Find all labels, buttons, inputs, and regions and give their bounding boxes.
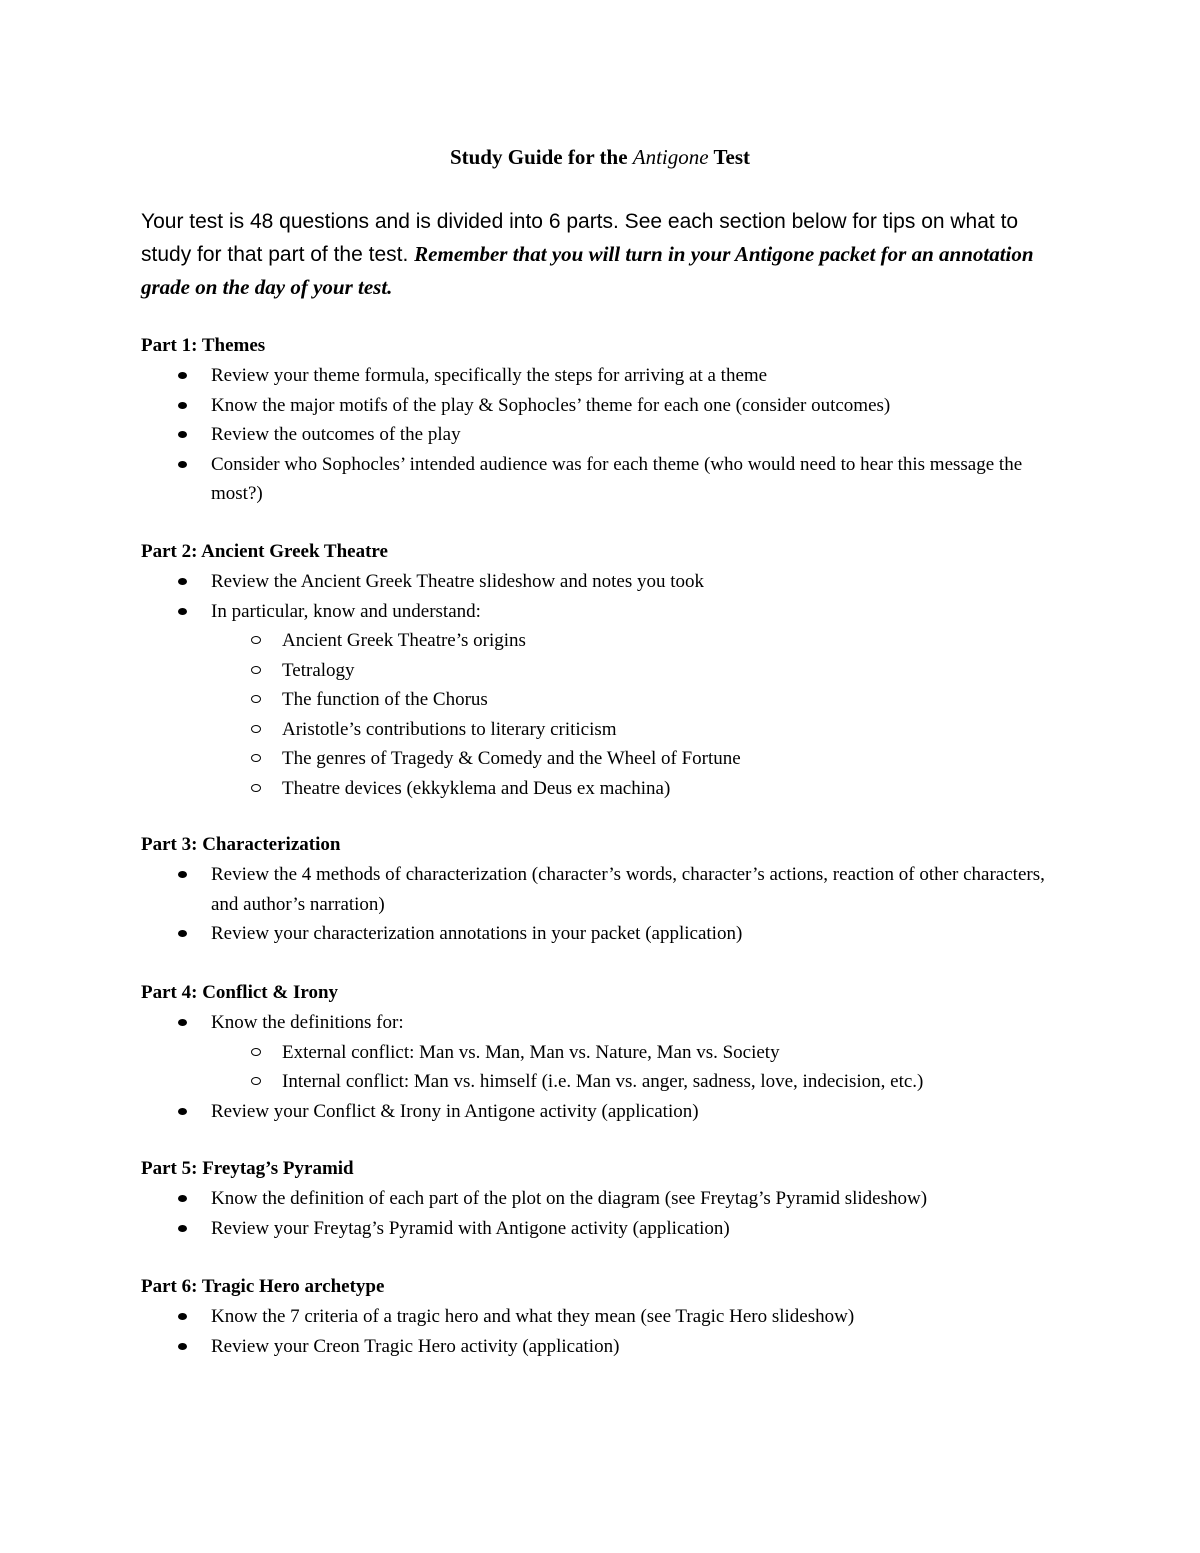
list-item bbox=[141, 450, 1071, 509]
bullet-list bbox=[141, 361, 1071, 509]
section-heading: Part 2: Ancient Greek Theatre bbox=[141, 541, 388, 562]
circle-bullet-icon bbox=[251, 1077, 261, 1085]
bullet-icon bbox=[178, 402, 187, 409]
list-item-text: Review your characterization annotations in your packet (application) bbox=[211, 923, 743, 944]
bullet-icon bbox=[178, 1108, 187, 1115]
intro-text: Your test is 48 questions and is divided into 6 parts. See each section below for tips on what to study for that part of the test. bbox=[141, 210, 1019, 266]
bullet-icon bbox=[178, 1225, 187, 1232]
sub-list bbox=[211, 1038, 1071, 1097]
list-item bbox=[141, 361, 1071, 391]
sub-list-item bbox=[141, 744, 1071, 774]
section-heading: Part 3: Characterization bbox=[141, 834, 341, 855]
title-suffix: Test bbox=[713, 145, 751, 169]
list-item-text: In particular, know and understand: bbox=[211, 600, 481, 622]
list-item-text: Know the 7 criteria of a tragic hero and what they mean (see Tragic Hero slideshow) bbox=[211, 1306, 855, 1327]
list-item bbox=[141, 1214, 1071, 1244]
circle-bullet-icon bbox=[251, 784, 261, 792]
circle-bullet-icon bbox=[251, 636, 261, 644]
list-item-text: Review the Ancient Greek Theatre slideshow and notes you took bbox=[211, 571, 704, 592]
title-italic: Antigone bbox=[632, 145, 709, 169]
sub-list-item bbox=[141, 656, 1071, 686]
sub-list-item-text: Aristotle’s contributions to literary criticism bbox=[282, 718, 617, 740]
bullet-list bbox=[141, 567, 1071, 803]
sub-list-item bbox=[141, 1038, 1071, 1068]
list-item-text: Review the 4 methods of characterization (character’s words, character’s actions, reaction of other characters, and author’s narration) bbox=[211, 864, 1045, 915]
sub-list-item bbox=[141, 715, 1071, 745]
bullet-list bbox=[141, 860, 1071, 949]
list-item-text: Review your theme formula, specifically the steps for arriving at a theme bbox=[211, 365, 768, 386]
list-item bbox=[141, 1302, 1071, 1332]
list-item-text: Review your Conflict & Irony in Antigone activity (application) bbox=[211, 1100, 699, 1122]
sub-list-item-text: The genres of Tragedy & Comedy and the Wheel of Fortune bbox=[282, 748, 741, 769]
list-item-text: Know the definitions for: bbox=[211, 1012, 404, 1033]
list-item bbox=[141, 567, 1071, 597]
list-item bbox=[141, 1184, 1071, 1214]
list-item bbox=[141, 1008, 1071, 1097]
page-title bbox=[0, 142, 1200, 172]
bullet-list bbox=[141, 1184, 1071, 1243]
section-heading: Part 5: Freytag’s Pyramid bbox=[141, 1158, 354, 1179]
list-item-text: Know the definition of each part of the plot on the diagram (see Freytag’s Pyramid slideshow) bbox=[211, 1188, 928, 1209]
section-part-4 bbox=[141, 978, 1071, 1126]
list-item bbox=[141, 391, 1071, 421]
list-item-text: Know the major motifs of the play & Sophocles’ theme for each one (consider outcomes) bbox=[211, 394, 891, 416]
bullet-icon bbox=[178, 431, 187, 438]
list-item bbox=[141, 1332, 1071, 1362]
intro-paragraph bbox=[141, 205, 1061, 304]
section-heading: Part 4: Conflict & Irony bbox=[141, 982, 339, 1003]
section-part-2 bbox=[141, 537, 1071, 803]
circle-bullet-icon bbox=[251, 725, 261, 733]
section-part-3 bbox=[141, 830, 1071, 949]
bullet-icon bbox=[178, 461, 187, 468]
circle-bullet-icon bbox=[251, 695, 261, 703]
section-heading: Part 1: Themes bbox=[141, 335, 266, 356]
circle-bullet-icon bbox=[251, 1048, 261, 1056]
section-heading: Part 6: Tragic Hero archetype bbox=[141, 1276, 385, 1297]
bullet-icon bbox=[178, 578, 187, 585]
bullet-icon bbox=[178, 1019, 187, 1026]
list-item-text: Review your Freytag’s Pyramid with Antigone activity (application) bbox=[211, 1217, 730, 1239]
bullet-icon bbox=[178, 1343, 187, 1350]
list-item bbox=[141, 1097, 1071, 1127]
list-item bbox=[141, 420, 1071, 450]
sub-list-item-text: Ancient Greek Theatre’s origins bbox=[282, 630, 526, 651]
list-item bbox=[141, 860, 1071, 919]
sub-list bbox=[211, 626, 1071, 803]
bullet-icon bbox=[178, 1195, 187, 1202]
sub-list-item-text: Theatre devices (ekkyklema and Deus ex machina) bbox=[282, 777, 671, 799]
sub-list-item bbox=[141, 774, 1071, 804]
bullet-icon bbox=[178, 1313, 187, 1320]
sub-list-item-text: The function of the Chorus bbox=[282, 689, 488, 710]
intro-emphasis: Remember that you will turn in your Antigone packet for an annotation grade on the day of your test. bbox=[141, 242, 1034, 299]
circle-bullet-icon bbox=[251, 666, 261, 674]
list-item-text: Review your Creon Tragic Hero activity (application) bbox=[211, 1335, 620, 1357]
list-item bbox=[141, 597, 1071, 804]
circle-bullet-icon bbox=[251, 754, 261, 762]
sub-list-item-text: External conflict: Man vs. Man, Man vs. Nature, Man vs. Society bbox=[282, 1041, 780, 1063]
bullet-list bbox=[141, 1008, 1071, 1126]
sub-list-item bbox=[141, 685, 1071, 715]
list-item-text: Review the outcomes of the play bbox=[211, 424, 461, 445]
section-part-5 bbox=[141, 1154, 1071, 1243]
bullet-icon bbox=[178, 871, 187, 878]
title-prefix: Study Guide for the bbox=[449, 145, 628, 169]
sub-list-item-text: Internal conflict: Man vs. himself (i.e. Man vs. anger, sadness, love, indecision, etc.) bbox=[282, 1071, 924, 1092]
list-item-text: Consider who Sophocles’ intended audience was for each theme (who would need to hear this message the most?) bbox=[211, 453, 1023, 504]
sub-list-item bbox=[141, 626, 1071, 656]
bullet-list bbox=[141, 1302, 1071, 1361]
section-part-1 bbox=[141, 331, 1071, 509]
list-item bbox=[141, 919, 1071, 949]
section-part-6 bbox=[141, 1272, 1071, 1361]
bullet-icon bbox=[178, 930, 187, 937]
sub-list-item bbox=[141, 1067, 1071, 1097]
bullet-icon bbox=[178, 372, 187, 379]
bullet-icon bbox=[178, 608, 187, 615]
sub-list-item-text: Tetralogy bbox=[282, 659, 355, 681]
